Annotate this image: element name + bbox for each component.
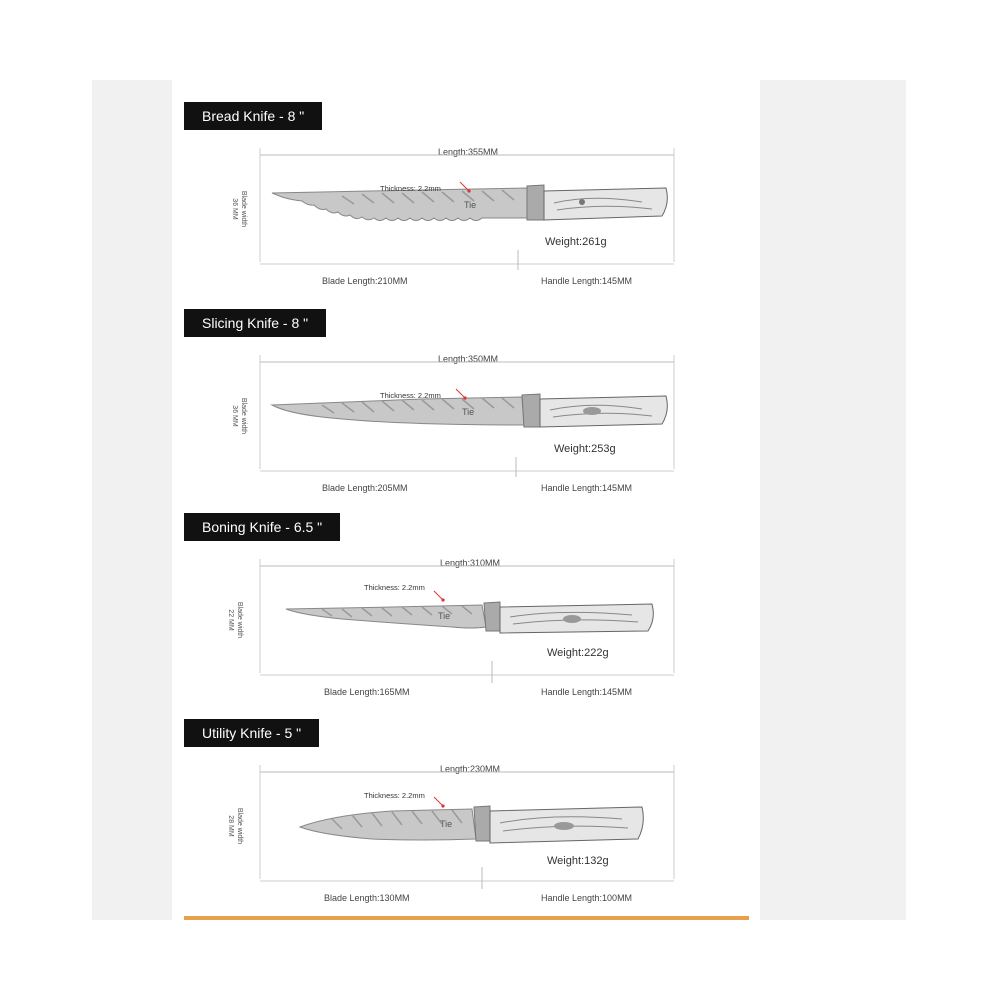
handle-rivet — [554, 822, 574, 830]
thickness-pointer-dot — [441, 804, 444, 807]
total-length-label: Length:350MM — [437, 354, 499, 364]
handle-rivet — [579, 199, 585, 205]
handle-length-label: Handle Length:100MM — [541, 893, 633, 903]
knife-spec-sheet — [172, 80, 760, 920]
blade-width-label: Blade width 36 MM — [231, 397, 247, 435]
thickness-pointer-dot — [441, 598, 444, 601]
knife-title: Slicing Knife - 8 " — [184, 309, 326, 337]
knife-handle — [544, 188, 667, 220]
knife-section-utility — [172, 707, 760, 907]
brand-mark: Tie — [462, 407, 475, 417]
weight-label: Weight:222g — [547, 647, 609, 659]
brand-mark: Tie — [440, 819, 453, 829]
knife-bolster — [522, 394, 540, 427]
thickness-pointer-dot — [467, 189, 470, 192]
weight-label: Weight:132g — [547, 855, 609, 867]
handle-length-label: Handle Length:145MM — [541, 687, 633, 697]
blade-width-label: Blade width 28 MM — [227, 807, 243, 845]
knife-diagram — [172, 90, 760, 290]
thickness-label: Thickness: 2.2mm — [364, 791, 425, 800]
right-background-panel — [760, 80, 906, 920]
blade-length-label: Blade Length:210MM — [322, 276, 408, 286]
knife-bolster — [474, 806, 490, 841]
knife-diagram — [172, 501, 760, 701]
blade-length-label: Blade Length:130MM — [324, 893, 410, 903]
left-background-panel — [92, 80, 172, 920]
knife-title: Bread Knife - 8 " — [184, 102, 322, 130]
knife-section-bread — [172, 90, 760, 290]
blade-length-label: Blade Length:165MM — [324, 687, 410, 697]
thickness-pointer — [434, 797, 442, 805]
blade-length-label: Blade Length:205MM — [322, 483, 408, 493]
handle-length-label: Handle Length:145MM — [541, 276, 633, 286]
knife-handle — [540, 396, 667, 427]
knife-bolster — [484, 602, 500, 631]
handle-length-label: Handle Length:145MM — [541, 483, 633, 493]
knife-diagram — [172, 707, 760, 907]
handle-rivet — [583, 407, 601, 415]
accent-bottom-bar — [184, 916, 749, 920]
knife-section-slicing — [172, 297, 760, 497]
knife-blade — [286, 605, 486, 628]
brand-mark: Tie — [464, 200, 477, 210]
knife-diagram — [172, 297, 760, 497]
thickness-label: Thickness: 2.2mm — [380, 184, 441, 193]
total-length-label: Length:230MM — [439, 764, 501, 774]
thickness-pointer — [456, 389, 464, 397]
thickness-pointer — [434, 591, 442, 599]
knife-section-boning — [172, 501, 760, 701]
blade-width-label: Blade width 22 MM — [227, 601, 243, 639]
blade-width-label: Blade width 36 MM — [231, 190, 247, 228]
knife-title: Boning Knife - 6.5 " — [184, 513, 340, 541]
total-length-label: Length:355MM — [437, 147, 499, 157]
thickness-pointer-dot — [463, 396, 466, 399]
handle-rivet — [563, 615, 581, 623]
brand-mark: Tie — [438, 611, 451, 621]
weight-label: Weight:261g — [545, 236, 607, 248]
thickness-label: Thickness: 2.2mm — [380, 391, 441, 400]
knife-bolster — [527, 185, 544, 220]
weight-label: Weight:253g — [554, 443, 616, 455]
total-length-label: Length:310MM — [439, 558, 501, 568]
thickness-label: Thickness: 2.2mm — [364, 583, 425, 592]
knife-title: Utility Knife - 5 " — [184, 719, 319, 747]
